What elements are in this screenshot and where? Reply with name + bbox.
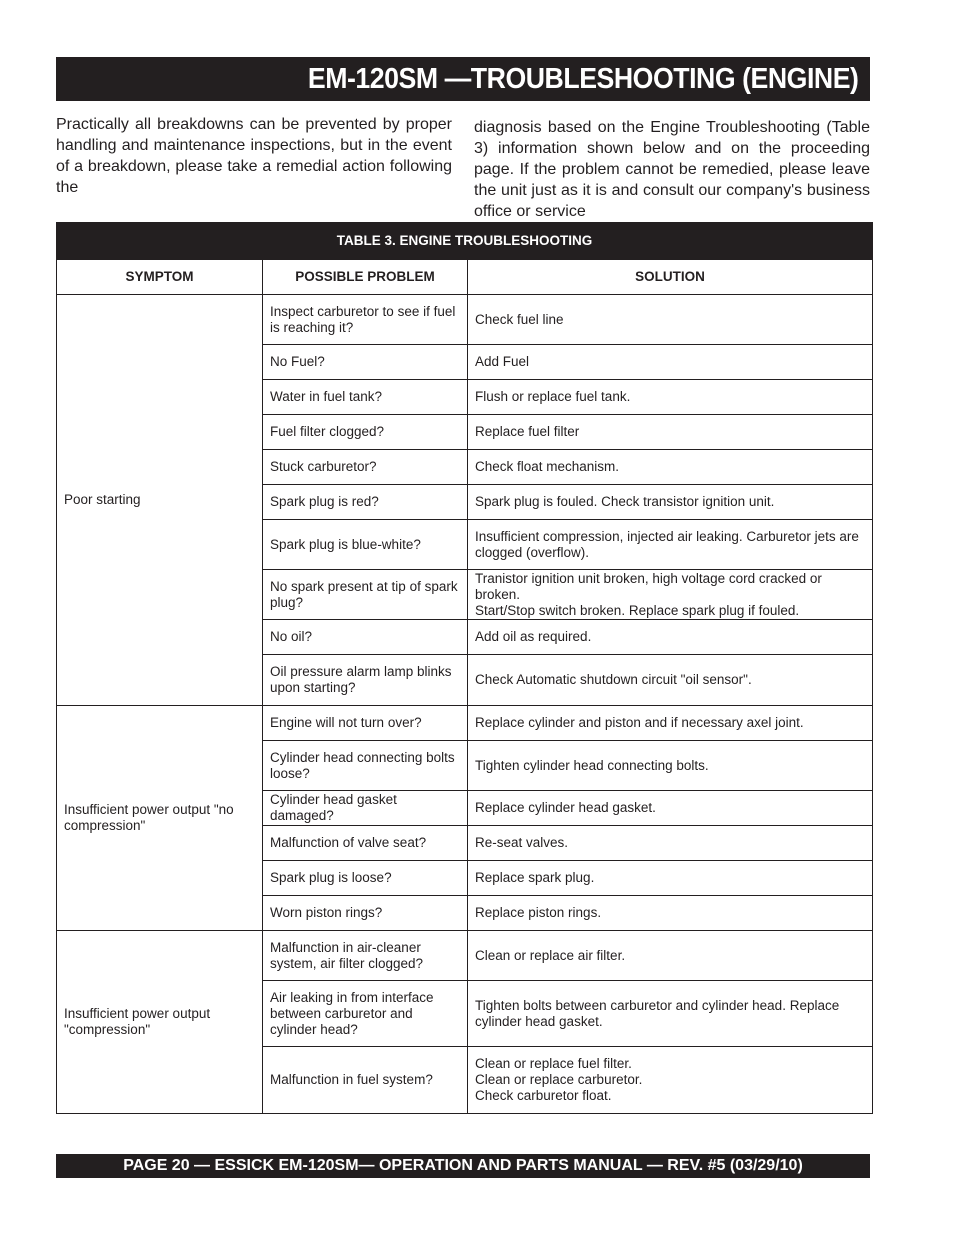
problem-cell: Fuel filter clogged?: [263, 415, 468, 450]
solution-cell: Tranistor ignition unit broken, high voltage cord cracked or broken. Start/Stop switch broken. Replace spark plug if fouled.: [468, 570, 873, 620]
page-title: EM-120SM —TROUBLESHOOTING (ENGINE): [307, 63, 858, 95]
solution-cell: Add oil as required.: [468, 620, 873, 655]
solution-cell: Replace cylinder head gasket.: [468, 791, 873, 826]
table-body: [57, 295, 873, 1114]
problem-cell: Spark plug is red?: [263, 485, 468, 520]
symptom-cell: Insufficient power output "no compression": [57, 706, 263, 931]
symptom-cell: Insufficient power output "compression": [57, 931, 263, 1114]
solution-cell: Clean or replace fuel filter. Clean or replace carburetor. Check carburetor float.: [468, 1047, 873, 1114]
troubleshooting-table: [56, 222, 873, 1114]
problem-cell: Water in fuel tank?: [263, 380, 468, 415]
problem-cell: No spark present at tip of spark plug?: [263, 570, 468, 620]
solution-cell: Flush or replace fuel tank.: [468, 380, 873, 415]
problem-cell: No Fuel?: [263, 345, 468, 380]
problem-cell: Engine will not turn over?: [263, 706, 468, 741]
solution-cell: Re-seat valves.: [468, 826, 873, 861]
problem-cell: Cylinder head connecting bolts loose?: [263, 741, 468, 791]
solution-cell: Spark plug is fouled. Check transistor ignition unit.: [468, 485, 873, 520]
solution-cell: Check fuel line: [468, 295, 873, 345]
problem-cell: Spark plug is loose?: [263, 861, 468, 896]
table-title: TABLE 3. ENGINE TROUBLESHOOTING: [57, 223, 873, 260]
solution-cell: Clean or replace air filter.: [468, 931, 873, 981]
table-row: [57, 706, 873, 741]
footer-text: PAGE 20 — ESSICK EM-120SM— OPERATION AND PARTS MANUAL — REV. #5 (03/29/10): [123, 1157, 803, 1174]
symptom-cell: Poor starting: [57, 295, 263, 706]
table-row: [57, 295, 873, 345]
solution-cell: Insufficient compression, injected air leaking. Carburetor jets are clogged (overflow).: [468, 520, 873, 570]
solution-cell: Add Fuel: [468, 345, 873, 380]
solution-cell: Replace spark plug.: [468, 861, 873, 896]
problem-cell: Malfunction of valve seat?: [263, 826, 468, 861]
page-title-bar: [56, 57, 870, 101]
column-header-symptom: SYMPTOM: [57, 260, 263, 295]
column-header-possible-problem: POSSIBLE PROBLEM: [263, 260, 468, 295]
problem-cell: Oil pressure alarm lamp blinks upon starting?: [263, 655, 468, 706]
footer-bar: [56, 1154, 870, 1178]
solution-cell: Replace fuel filter: [468, 415, 873, 450]
problem-cell: Worn piston rings?: [263, 896, 468, 931]
problem-cell: Inspect carburetor to see if fuel is reaching it?: [263, 295, 468, 345]
solution-cell: Check float mechanism.: [468, 450, 873, 485]
problem-cell: Stuck carburetor?: [263, 450, 468, 485]
intro-text-right: diagnosis based on the Engine Troubleshooting (Table 3) information shown below and on the proceeding page. If the problem cannot be remedied, please leave the unit just as it is and consult our company's business office or service: [474, 119, 870, 220]
table-row: [57, 931, 873, 981]
problem-cell: Air leaking in from interface between carburetor and cylinder head?: [263, 981, 468, 1047]
problem-cell: No oil?: [263, 620, 468, 655]
solution-cell: Tighten bolts between carburetor and cylinder head. Replace cylinder head gasket.: [468, 981, 873, 1047]
problem-cell: Malfunction in fuel system?: [263, 1047, 468, 1114]
problem-cell: Malfunction in air-cleaner system, air filter clogged?: [263, 931, 468, 981]
intro-text-left: Practically all breakdowns can be prevented by proper handling and maintenance inspections, but in the event of a breakdown, please take a remedial action following the: [56, 116, 452, 196]
solution-cell: Replace piston rings.: [468, 896, 873, 931]
solution-cell: Tighten cylinder head connecting bolts.: [468, 741, 873, 791]
solution-cell: Check Automatic shutdown circuit "oil sensor".: [468, 655, 873, 706]
solution-cell: Replace cylinder and piston and if necessary axel joint.: [468, 706, 873, 741]
problem-cell: Spark plug is blue-white?: [263, 520, 468, 570]
problem-cell: Cylinder head gasket damaged?: [263, 791, 468, 826]
column-header-solution: SOLUTION: [468, 260, 873, 295]
